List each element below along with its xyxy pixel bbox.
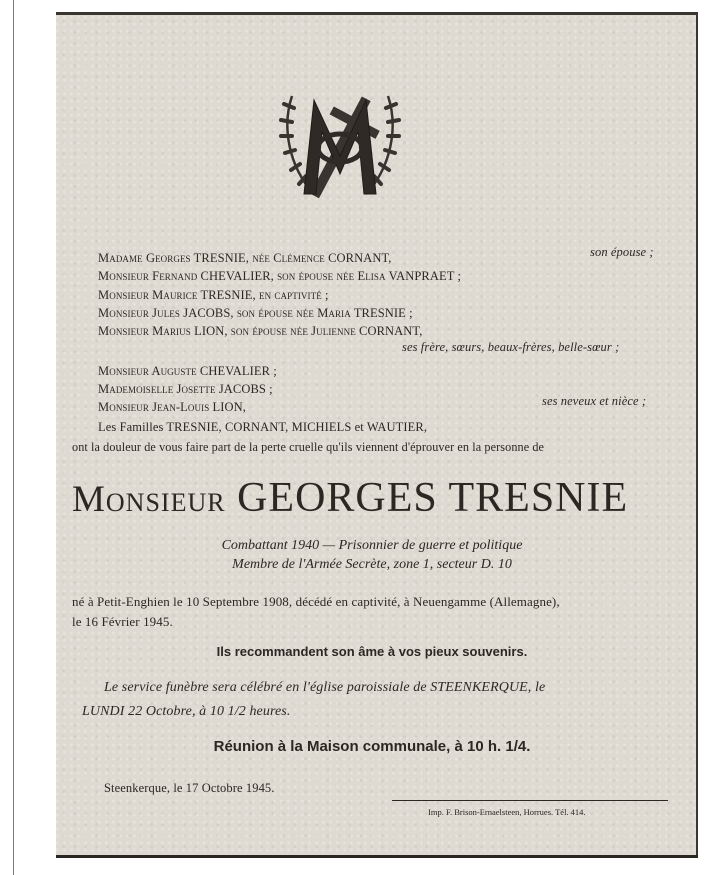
family-line-5: Monsieur Marius LION, son épouse née Julienne CORNANT, xyxy=(98,324,423,338)
printer-rule xyxy=(392,800,668,801)
printer-credit: Imp. F. Brison-Ernaelsteen, Horrues. Tél. 414. xyxy=(428,807,586,817)
intro-text: ont la douleur de vous faire part de la perte cruelle qu'ils viennent d'éprouver en la personne de xyxy=(72,440,545,454)
relation-nephews: ses neveux et nièce ; xyxy=(542,394,647,408)
service-line-1: Le service funèbre sera célébré en l'église paroissiale de STEENKERQUE, le xyxy=(104,680,546,695)
subtitle-combattant: Combattant 1940 — Prisonnier de guerre et politique xyxy=(221,538,523,553)
meeting-text: Réunion à la Maison communale, à 10 h. 1/4. xyxy=(213,738,531,755)
relation-1: son épouse ; xyxy=(590,245,654,259)
family-line-10: Les Familles TRESNIE, CORNANT, MICHIELS et WAUTIER, xyxy=(98,420,428,434)
subtitle-armee: Membre de l'Armée Secrète, zone 1, secteur D. 10 xyxy=(232,557,512,572)
family-line-2: Monsieur Fernand CHEVALIER, son épouse née Elisa VANPRAET ; xyxy=(98,269,462,283)
birth-death-line-2: le 16 Février 1945. xyxy=(72,614,173,629)
family-line-9: Monsieur Jean-Louis LION, xyxy=(98,400,247,414)
birth-death-line-1: né à Petit-Enghien le 10 Septembre 1908, décédé en captivité, à Neuengamme (Allemagne), xyxy=(72,594,560,609)
deceased-title: Monsieur xyxy=(72,479,226,520)
family-line-4: Monsieur Jules JACOBS, son épouse née Maria TRESNIE ; xyxy=(98,306,413,320)
family-name-1: Madame Georges TRESNIE, née Clémence CORNANT, xyxy=(98,251,392,265)
service-line-2: LUNDI 22 Octobre, à 10 1/2 heures. xyxy=(82,704,291,719)
family-line-1 xyxy=(98,251,392,266)
family-line-7: Monsieur Auguste CHEVALIER ; xyxy=(98,364,277,378)
family-line-8: Mademoiselle Josette JACOBS ; xyxy=(98,382,273,396)
deceased-heading xyxy=(72,474,672,522)
deceased-name: GEORGES TRESNIE xyxy=(237,475,629,521)
monogram-cross-laurel-icon xyxy=(274,86,406,204)
recommend-text: Ils recommandent son âme à vos pieux souvenirs. xyxy=(216,644,528,659)
relation-siblings: ses frère, sœurs, beaux-frères, belle-sœur ; xyxy=(402,340,620,354)
place-date: Steenkerque, le 17 Octobre 1945. xyxy=(104,781,275,795)
family-line-3: Monsieur Maurice TRESNIE, en captivité ; xyxy=(98,288,329,302)
scan-edge-line xyxy=(13,0,14,875)
